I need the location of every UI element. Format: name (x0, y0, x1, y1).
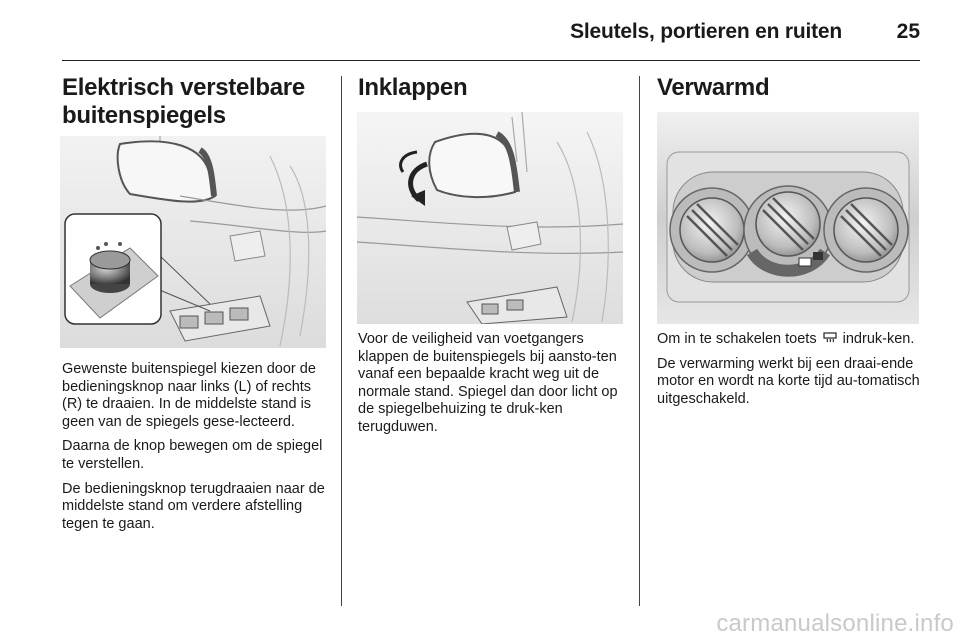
heated-mirror-icon (823, 331, 837, 345)
section-heading-fold: Inklappen (358, 74, 468, 101)
paragraph: Voor de veiligheid van voetgangers klappen de buitenspiegels bij aansto-ten vanaf een bepaalde kracht weg uit de normale stand. Spiegel dan door licht op de spiegelbehuizing te druk-ken terugduwen. (358, 331, 618, 435)
watermark: carmanualsonline.info (716, 610, 954, 637)
section-heated (657, 74, 923, 102)
column-divider-1 (341, 76, 342, 606)
mirror-switch-illustration (60, 136, 326, 348)
paragraph-part: Om in te schakelen toets (657, 331, 817, 347)
header-rule (62, 60, 920, 61)
paragraph: De verwarming werkt bij een draai-ende motor en wordt na korte tijd au-tomatisch uitgeschakeld. (657, 355, 920, 407)
climate-control-illustration (657, 112, 919, 324)
paragraph (657, 331, 923, 349)
section-heading-mirror-adjust (62, 74, 324, 130)
paragraph: Gewenste buitenspiegel kiezen door de bedieningsknop naar links (L) of rechts (R) te draaien. In de middelste stand is geen van de spiegels gese-lecteerd. (62, 361, 316, 430)
section-fold-body (358, 331, 626, 444)
section-heading-heated: Verwarmd (657, 74, 770, 101)
heading-line-1: Elektrisch verstelbare (62, 74, 305, 101)
section-fold (358, 74, 624, 102)
paragraph: De bedieningsknop terugdraaien naar de middelste stand om verdere afstelling tegen te gaan. (62, 480, 325, 532)
header-title: Sleutels, portieren en ruiten (570, 20, 842, 43)
section-mirror-adjust-body (62, 361, 326, 540)
paragraph-part: indruk-ken. (842, 331, 915, 347)
section-heated-body (657, 331, 923, 415)
page-header (0, 0, 960, 62)
paragraph: Daarna de knop bewegen om de spiegel te verstellen. (62, 438, 323, 472)
section-mirror-adjust (62, 74, 324, 130)
mirror-fold-illustration (357, 112, 623, 324)
column-divider-2 (639, 76, 640, 606)
page-number: 25 (896, 20, 920, 43)
heading-line-2: buitenspiegels (62, 102, 226, 129)
